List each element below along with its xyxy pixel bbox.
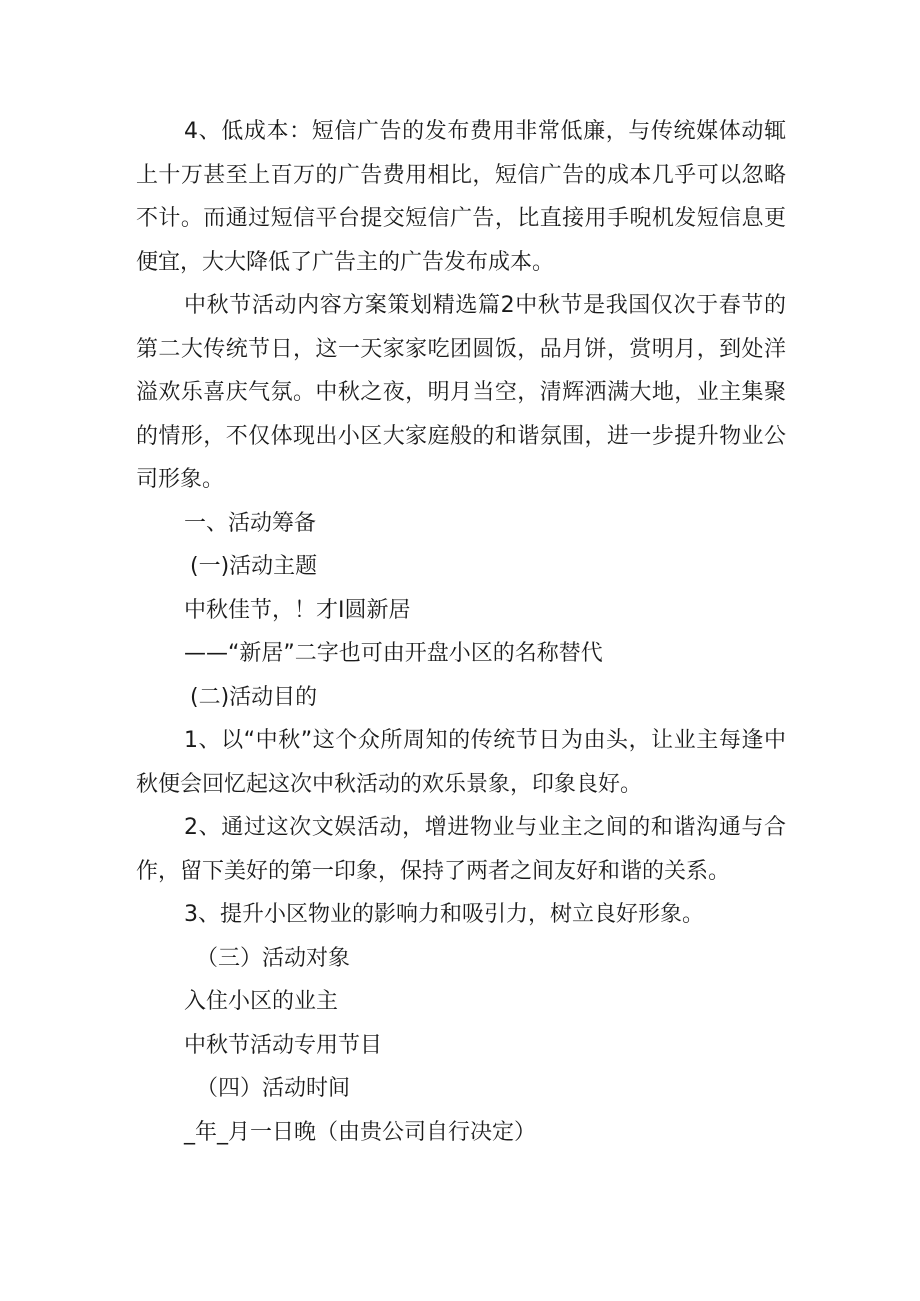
subheading-activity-time: （四）活动时间 [196, 1076, 351, 1101]
paragraph-audience: 入住小区的业主 [184, 989, 339, 1014]
heading-activity-preparation: 一、活动筹备 [184, 510, 317, 536]
paragraph-purpose-2: 2、通过这次文娱活动，增进物业与业主之间的和谐沟通与合作，留下美好的第一印象，保持了两者之间友好和谐的关系。 [136, 815, 786, 884]
paragraph-purpose-1: 1、以“中秋”这个众所周知的传统节日为由头，让业主每逢中秋便会回忆起这次中秋活动的欢乐景象，印象良好。 [136, 728, 786, 797]
paragraph-purpose-3: 3、提升小区物业的影响力和吸引力，树立良好形象。 [184, 902, 704, 927]
paragraph-low-cost: 4、低成本：短信广告的发布费用非常低廉，与传统媒体动辄上十万甚至上百万的广告费用相比，短信广告的成本几乎可以忽略不计。而通过短信平台提交短信广告，比直接用手晲机发短信息更便宜，大大降低了广告主的广告发布成本。 [136, 119, 786, 275]
paragraph-time: _年_月一日晚（由贵公司自行决定） [184, 1119, 537, 1145]
paragraph-program: 中秋节活动专用节目 [184, 1032, 383, 1058]
paragraph-theme-text: 中秋佳节，！才I圆新居 [184, 597, 411, 623]
subheading-activity-purpose: (二)活动目的 [190, 684, 318, 710]
paragraph-theme-note: ——“新居”二字也可由开盘小区的名称替代 [184, 641, 603, 666]
subheading-activity-theme: (一)活动主题 [190, 554, 318, 579]
paragraph-mid-autumn-intro: 中秋节活动内容方案策划精选篇2中秋节是我国仅次于春节的第二大传统节日，这一天家家吃团圆饭，品月饼，赏明月，到处洋溢欢乐喜庆气氛。中秋之夜，明月当空，清辉洒满大地，业主集聚的情形，不仅体现出小区大家庭般的和谐氛围，进一步提升物业公司形象。 [136, 293, 786, 492]
document-body [136, 110, 786, 1154]
subheading-activity-audience: （三）活动对象 [196, 945, 351, 971]
